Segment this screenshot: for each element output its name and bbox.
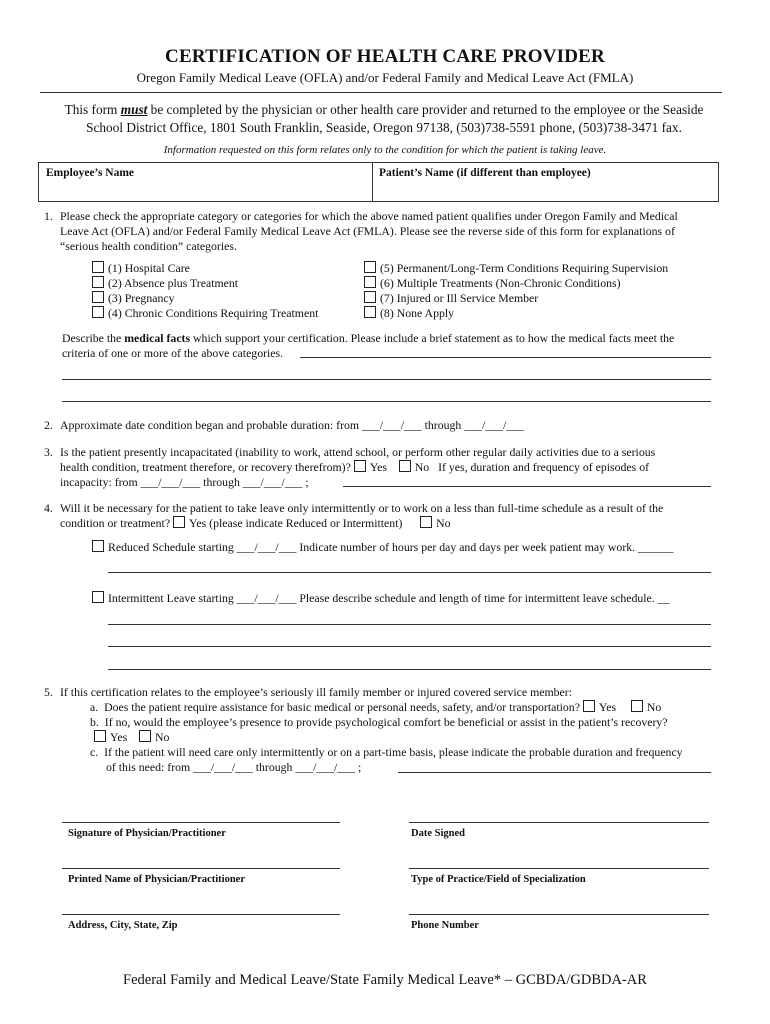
checkbox[interactable]: [364, 291, 376, 303]
q5a-no-checkbox[interactable]: [631, 700, 643, 712]
option-chronic-conditions[interactable]: [92, 306, 362, 321]
reduced-schedule-checkbox[interactable]: [92, 540, 104, 552]
footer-text: Federal Family and Medical Leave/State Family Medical Leave* – GCBDA/GDBDA-AR: [123, 972, 647, 988]
q5-item-a: [90, 700, 740, 715]
q3-line1: Is the patient presently incapacitated (inability to work, attend school, or perform other regular daily activities due to a serious: [60, 445, 656, 459]
q4-reduced-schedule: [92, 540, 722, 555]
intro-prefix: This form: [64, 102, 121, 117]
option-label: (5) Permanent/Long-Term Conditions Requiring Supervision: [380, 261, 669, 275]
date-signed-line[interactable]: [409, 822, 709, 823]
q3-duration-line[interactable]: [343, 486, 711, 487]
option-label: (2) Absence plus Treatment: [108, 276, 239, 290]
q3-number: 3.: [44, 445, 53, 459]
type-practice-line[interactable]: [409, 868, 709, 869]
q1-text: [44, 209, 734, 254]
intro-text: [46, 101, 722, 137]
names-box: [38, 162, 719, 202]
info-note: Information requested on this form relates only to the condition for which the patient is taking leave.: [163, 144, 607, 156]
q5a-yes-label: Yes: [598, 700, 617, 714]
option-label: (6) Multiple Treatments (Non-Chronic Conditions): [380, 276, 621, 290]
q5c-duration-line[interactable]: [398, 772, 711, 773]
q5-b-label: b.: [90, 715, 99, 729]
q5-line1: If this certification relates to the employee’s seriously ill family member or injured covered service member:: [60, 685, 573, 699]
q3-yes-label: Yes: [369, 460, 387, 474]
q2-text: [44, 418, 734, 433]
q1-left-options: [92, 261, 362, 321]
q3-yes-checkbox[interactable]: [354, 460, 366, 472]
option-label: (7) Injured or Ill Service Member: [380, 291, 539, 305]
phone-label: Phone Number: [411, 920, 479, 931]
option-none-apply[interactable]: [364, 306, 724, 321]
q2-line: Approximate date condition began and probable duration: from ___/___/___ through ___/___/___: [60, 418, 524, 432]
q5b-no-checkbox[interactable]: [139, 730, 151, 742]
checkbox[interactable]: [92, 276, 104, 288]
option-label: (4) Chronic Conditions Requiring Treatment: [108, 306, 319, 320]
q1-line2: Leave Act (OFLA) and/or Federal Family Medical Leave Act (FMLA). Please see the reverse side of this form for explanations of: [60, 224, 675, 238]
q1-number: 1.: [44, 209, 53, 223]
address-label: Address, City, State, Zip: [68, 920, 178, 931]
intermittent-line-3[interactable]: [108, 669, 711, 670]
q5b-yes-checkbox[interactable]: [94, 730, 106, 742]
date-signed-label: Date Signed: [411, 828, 465, 839]
option-injured-service-member[interactable]: [364, 291, 724, 306]
intermittent-leave-checkbox[interactable]: [92, 591, 104, 603]
q3-text: [44, 445, 734, 490]
q3-no-checkbox[interactable]: [399, 460, 411, 472]
q5-b-options: [90, 730, 740, 745]
q3-line2b: If yes, duration and frequency of episodes of: [438, 460, 650, 474]
q5-text: [44, 685, 734, 700]
option-absence-plus-treatment[interactable]: [92, 276, 362, 291]
phone-line[interactable]: [409, 914, 709, 915]
names-divider: [372, 163, 373, 201]
q3-line2a: health condition, treatment therefore, or recovery therefrom)?: [60, 460, 351, 474]
describe-rest: which support your certification. Please include a brief statement as to how the medical facts meet the: [190, 331, 675, 345]
q5-a-text: Does the patient require assistance for basic medical or personal needs, safety, and/or transportation?: [104, 700, 580, 714]
intro-line2: School District Office, 1801 South Franklin, Seaside, Oregon 97138, (503)738-5591 phone, (503)738-3471 fax.: [86, 120, 682, 135]
signature-label: Signature of Physician/Practitioner: [68, 828, 226, 839]
q5a-no-label: No: [646, 700, 662, 714]
address-line[interactable]: [62, 914, 340, 915]
checkbox[interactable]: [92, 306, 104, 318]
intro-must: must: [120, 102, 148, 117]
type-practice-label: Type of Practice/Field of Specialization: [411, 874, 586, 885]
reduced-schedule-label: Reduced Schedule starting ___/___/___ Indicate number of hours per day and days per week patient may work. ______: [108, 540, 674, 554]
checkbox[interactable]: [92, 261, 104, 273]
q3-line3: incapacity: from ___/___/___ through ___/___/___ ;: [60, 475, 309, 489]
checkbox[interactable]: [364, 306, 376, 318]
q1-line1: Please check the appropriate category or categories for which the above named patient qualifies under Oregon Family and Medical: [60, 209, 678, 223]
q1-line3: “serious health condition” categories.: [60, 239, 237, 253]
intermittent-line-1[interactable]: [108, 624, 711, 625]
q5-item-b: [90, 715, 740, 730]
q5a-yes-checkbox[interactable]: [583, 700, 595, 712]
q4-intermittent-leave: [92, 591, 722, 606]
option-hospital-care[interactable]: [92, 261, 362, 276]
intro-line1: be completed by the physician or other health care provider and returned to the employee or the Seaside: [147, 102, 704, 117]
checkbox[interactable]: [92, 291, 104, 303]
q5b-yes-label: Yes: [110, 730, 128, 744]
q5-c-label: c.: [90, 745, 99, 759]
employee-name-label: Employee’s Name: [46, 167, 135, 179]
q5-c-line2-text: of this need: from ___/___/___ through ___/___/___ ;: [106, 760, 362, 774]
q5-b-text: If no, would the employee’s presence to provide psychological comfort be beneficial or assist in the patient’s recovery?: [104, 715, 668, 729]
describe-bold: medical facts: [124, 331, 191, 345]
intermittent-line-2[interactable]: [108, 646, 711, 647]
checkbox[interactable]: [364, 261, 376, 273]
medical-facts-line-2[interactable]: [62, 379, 711, 380]
reduced-schedule-line[interactable]: [108, 572, 711, 573]
q4-no-checkbox[interactable]: [420, 516, 432, 528]
option-label: (1) Hospital Care: [108, 261, 190, 275]
q4-text: [44, 501, 734, 531]
checkbox[interactable]: [364, 276, 376, 288]
q2-number: 2.: [44, 418, 53, 432]
q5-number: 5.: [44, 685, 53, 699]
q5-a-label: a.: [90, 700, 99, 714]
form-subtitle: Oregon Family Medical Leave (OFLA) and/or Federal Family and Medical Leave Act (FMLA): [136, 70, 634, 85]
option-pregnancy[interactable]: [92, 291, 362, 306]
q1-right-options: [364, 261, 724, 321]
q5-c-text: If the patient will need care only intermittently or on a part-time basis, please indicate the probable duration and frequency: [104, 745, 683, 759]
q4-yes-checkbox[interactable]: [173, 516, 185, 528]
patient-name-label: Patient’s Name (if different than employee): [379, 167, 591, 179]
q4-line1: Will it be necessary for the patient to take leave only intermittently or to work on a less than full-time schedule as a result of the: [60, 501, 664, 515]
header-rule: [40, 92, 722, 93]
describe-line2: criteria of one or more of the above categories.: [62, 346, 284, 360]
printed-name-line[interactable]: [62, 868, 340, 869]
option-label: (3) Pregnancy: [108, 291, 175, 305]
q4-line2a: condition or treatment?: [60, 516, 171, 530]
signature-line[interactable]: [62, 822, 340, 823]
option-label: (8) None Apply: [380, 306, 455, 320]
printed-name-label: Printed Name of Physician/Practitioner: [68, 874, 246, 885]
option-permanent-long-term[interactable]: [364, 261, 724, 276]
describe-prefix: Describe the: [62, 331, 125, 345]
q4-number: 4.: [44, 501, 53, 515]
q3-no-label: No: [414, 460, 430, 474]
q4-no-label: No: [436, 516, 451, 530]
q5-subitems: [90, 700, 740, 775]
medical-facts-line-1[interactable]: [300, 357, 711, 358]
q4-yes-label: Yes (please indicate Reduced or Intermittent): [189, 516, 403, 530]
q5-item-c: [90, 745, 740, 760]
medical-facts-line-3[interactable]: [62, 401, 711, 402]
form-title: CERTIFICATION OF HEALTH CARE PROVIDER: [165, 46, 605, 67]
option-multiple-treatments[interactable]: [364, 276, 724, 291]
intermittent-leave-label: Intermittent Leave starting ___/___/___ Please describe schedule and length of time for intermittent leave schedule. __: [108, 591, 670, 605]
q5b-no-label: No: [154, 730, 170, 744]
